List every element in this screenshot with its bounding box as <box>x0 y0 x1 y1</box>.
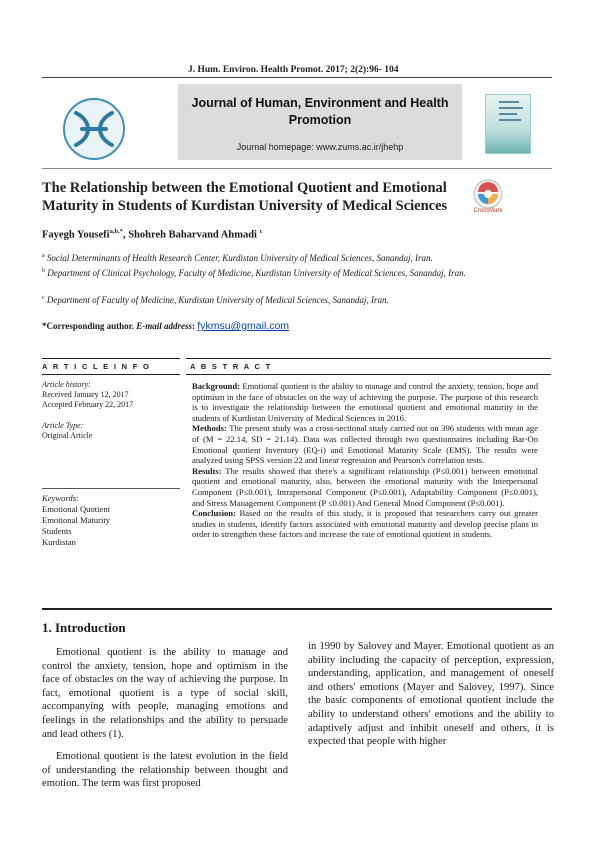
author-name: Shohreh Baharvand Ahmadi <box>128 229 257 241</box>
abstract-conclusion <box>192 508 538 540</box>
keyword: Emotional Quotient <box>42 504 111 514</box>
abstract-bottom-rule <box>186 374 551 375</box>
affiliation <box>42 251 552 265</box>
keyword: Students <box>42 526 72 536</box>
body-column-left <box>42 646 288 800</box>
body-paragraph: in 1990 by Salovey and Mayer. Emotional quotient as an ability including the capacity of perception, expression, understanding, application, and management of oneself and others' emotions (Mayer and Salovey, 1997). Since the basic components of emotional quotient include the ability to understand others' emotions and the ability to adaptively adjust and inhibit oneself and others, it is expected that people with higher <box>308 641 554 748</box>
background-label: Background: <box>192 381 241 391</box>
article-type-label: Article Type: <box>42 421 84 430</box>
affiliation-text: Social Determinants of Health Research Center, Kurdistan University of Medical Sciences, Sanandaj, Iran. <box>46 253 433 263</box>
affiliation-marker: b <box>42 268 45 274</box>
author-separator: , <box>122 229 129 241</box>
article-info-bottom-rule <box>42 374 180 375</box>
section-heading: 1. Introduction <box>42 620 126 635</box>
results-text: The results showed that there's a significant relationship (P≤0.001) between emotional quotient and emotional maturity, also, between the emotional maturity with the Interpersonal Component (P≤0.001), Intrapersonal Component (P≤0.001), Adaptability Component (P≤0.001), and Stress Management Component (P ≤0.001) And General Mood Component (P≤0.001). <box>192 465 538 508</box>
accepted-date: Accepted February 22, 2017 <box>42 400 134 409</box>
body-column-right <box>308 640 554 758</box>
journal-logo-icon <box>62 97 126 161</box>
keyword: Emotional Maturity <box>42 515 111 525</box>
affiliation-text: Department of Faculty of Medicine, Kurdistan University of Medical Sciences, Sanandaj, Iran. <box>46 295 389 305</box>
keyword: Kurdistan <box>42 537 76 547</box>
abstract-methods <box>192 423 538 465</box>
keywords <box>42 493 110 548</box>
author-name: Fayegh Yousefi <box>42 229 110 241</box>
background-text: Emotional quotient is the ability to manage and control the anxiety, tension, hope and optimism in the face of obstacles on the way of achieving the purpose. The purpose of this research is to investigate the relationship between the emotional quotient and emotional maturity in the students of Kurdistan University of Medical Sciences in 2016. <box>192 381 538 423</box>
header-divider <box>42 77 552 78</box>
body-paragraph: Emotional quotient is the ability to manage and control the anxiety, tension, hope and optimism in the face of obstacles on the way of achieving the purpose. In fact, emotional quotient is a type of social skill, accompanying with people, managing emotions and feelings in the relationships and the ability to persuade and lead others (1). <box>42 647 288 740</box>
abstract-end-rule <box>42 608 552 610</box>
affiliation-text: Department of Clinical Psychology, Faculty of Medicine, Kurdistan University of Medical Sciences, Sanandaj, Iran. <box>47 268 466 278</box>
conclusion-text: Based on the results of this study, it is proposed that researchers carry out greater studies in students, identify factors associated with emotional maturity and develop precise plans in order to strengthen these factors and increase the rate of emotional quotient in students. <box>192 508 539 540</box>
article-info-top-rule <box>42 358 180 359</box>
journal-cover-text-lines <box>499 101 523 125</box>
affiliation <box>42 266 552 280</box>
methods-text: The present study was a cross-sectional study carried out on 396 students with mean age of (M = 22.14, SD = 21.14). Data was collected through two questionnaires including Bar-On Emotional quotient Inventory (EQ-i) and Emotional Maturity Scale (EMS). The results were analyzed using SPSS version 22 and linear regression and Pearson's correlation tests. <box>192 423 539 466</box>
email-label: E-mail address <box>136 321 193 331</box>
abstract-heading: A B S T R A C T <box>190 362 272 371</box>
abstract-results <box>192 466 538 508</box>
methods-label: Methods: <box>192 423 227 434</box>
email-colon: : <box>192 321 196 331</box>
paper-title: The Relationship between the Emotional Quotient and Emotional Maturity in Students of Kurdistan University of Medical Sciences <box>42 180 448 214</box>
article-history-label: Article history: <box>42 380 91 389</box>
email-link[interactable]: fykmsu@gmail.com <box>197 320 290 332</box>
article-info-heading: A R T I C L E I N F O <box>42 362 151 371</box>
conclusion-label: Conclusion: <box>192 508 236 519</box>
affiliation <box>42 293 552 307</box>
journal-title: Journal of Human, Environment and Health Promotion <box>191 96 449 127</box>
journal-homepage[interactable]: Journal homepage: www.zums.ac.ir/jhehp <box>236 142 404 152</box>
author-affiliation-marker: a,b,* <box>109 228 123 235</box>
author-affiliation-marker: c <box>259 228 263 235</box>
crossmark-label: CrossMark <box>473 208 503 214</box>
corresponding-label: *Corresponding author. <box>42 321 135 331</box>
affiliation-marker: a <box>42 253 45 259</box>
body-paragraph: Emotional quotient is the latest evolution in the field of understanding the relationship between thought and emotion. The term was first proposed <box>42 751 288 790</box>
results-label: Results: <box>192 465 222 476</box>
keywords-label: Keywords: <box>42 493 79 503</box>
received-date: Received January 12, 2017 <box>42 390 129 399</box>
journal-citation: J. Hum. Environ. Health Promot. 2017; 2(2):96- 104 <box>188 65 399 75</box>
affiliation-marker: c <box>42 295 45 301</box>
abstract-top-rule <box>186 358 551 359</box>
keywords-divider <box>42 488 180 489</box>
article-history <box>42 380 133 410</box>
author-list <box>42 228 263 241</box>
article-type-value: Original Article <box>42 431 93 440</box>
corresponding-author <box>42 320 289 332</box>
abstract-body <box>192 381 538 540</box>
abstract-background <box>192 381 538 423</box>
article-type <box>42 421 92 441</box>
title-divider <box>42 168 552 169</box>
